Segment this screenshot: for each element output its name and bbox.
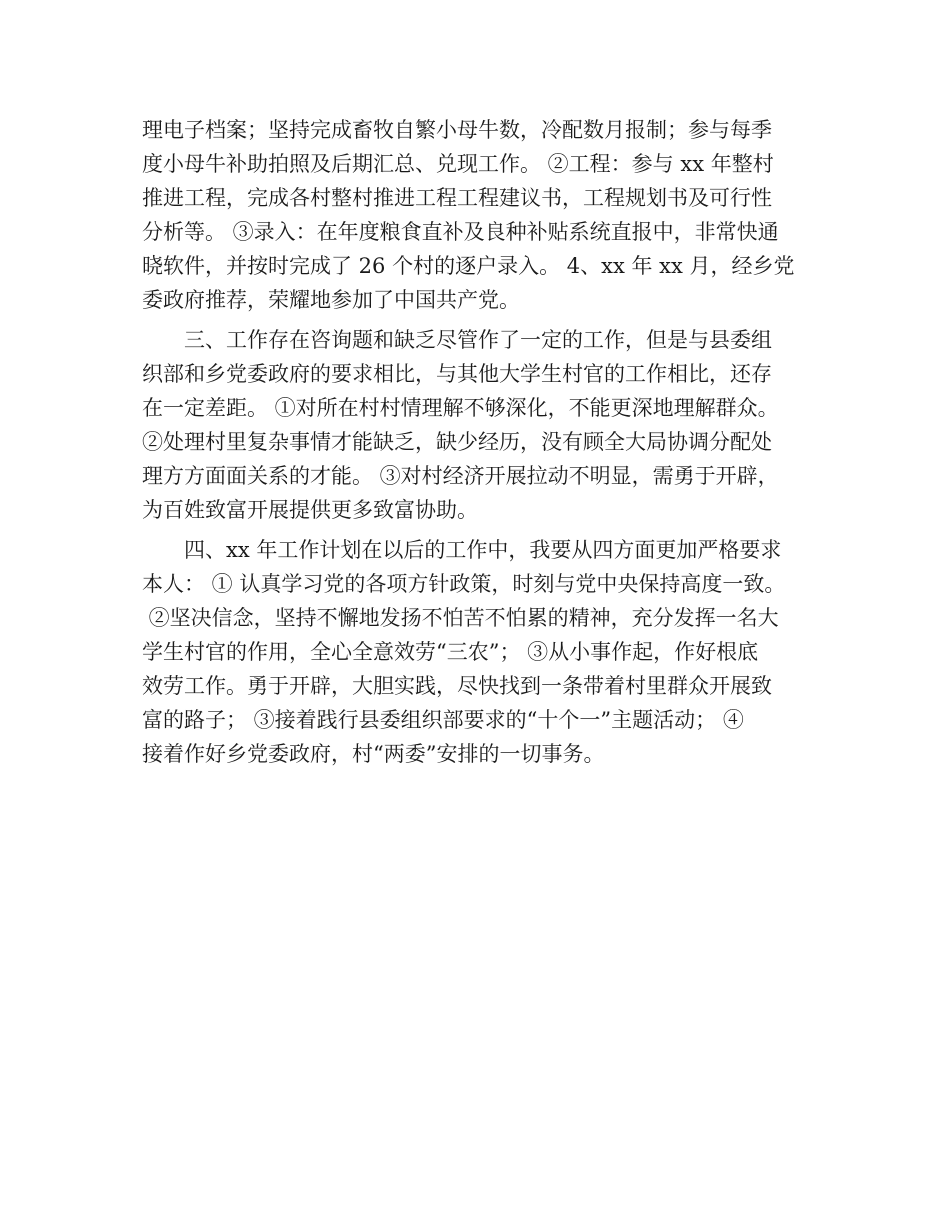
- text-line: 织部和乡党委政府的要求相比，与其他大学生村官的工作相比，还存: [142, 362, 772, 386]
- text-line: 富的路子； ③接着践行县委组织部要求的“十个一”主题活动； ④: [142, 708, 744, 732]
- text-line: 学生村官的作用，全心全意效劳“三农”； ③从小事作起，作好根底: [142, 640, 759, 664]
- text-line: 度小母牛补助拍照及后期汇总、兑现工作。 ②工程：参与 xx 年整村: [142, 152, 774, 176]
- text-line: 晓软件，并按时完成了 26 个村的逐户录入。 4、xx 年 xx 月，经乡党: [142, 254, 795, 278]
- text-line: ②处理村里复杂事情才能缺乏，缺少经历，没有顾全大局协调分配处: [142, 430, 772, 454]
- text-line: 为百姓致富开展提供更多致富协助。: [142, 498, 478, 522]
- text-line: 效劳工作。勇于开辟，大胆实践，尽快找到一条带着村里群众开展致: [142, 674, 772, 698]
- section-heading-4-line: 四、xx 年工作计划在以后的工作中，我要从四方面更加严格要求: [184, 538, 782, 562]
- text-line: 分析等。 ③录入：在年度粮食直补及良种补贴系统直报中，非常快通: [142, 220, 779, 244]
- text-line: 理电子档案；坚持完成畜牧自繁小母牛数，冷配数月报制；参与每季: [142, 118, 772, 142]
- text-line: 理方方面面关系的才能。 ③对村经济开展拉动不明显，需勇于开辟，: [142, 464, 779, 488]
- text-line: ②坚决信念，坚持不懈地发扬不怕苦不怕累的精神，充分发挥一名大: [142, 606, 779, 630]
- text-line: 在一定差距。 ①对所在村村情理解不够深化，不能更深地理解群众。: [142, 396, 779, 420]
- text-line: 推进工程，完成各村整村推进工程工程建议书，工程规划书及可行性: [142, 186, 772, 210]
- section-heading-3-line: 三、工作存在咨询题和缺乏尽管作了一定的工作，但是与县委组: [184, 328, 772, 352]
- text-line: 委政府推荐，荣耀地参加了中国共产党。: [142, 288, 520, 312]
- text-line: 本人： ① 认真学习党的各项方针政策，时刻与党中央保持高度一致。: [142, 572, 786, 596]
- text-line: 接着作好乡党委政府，村“两委”安排的一切事务。: [142, 742, 605, 766]
